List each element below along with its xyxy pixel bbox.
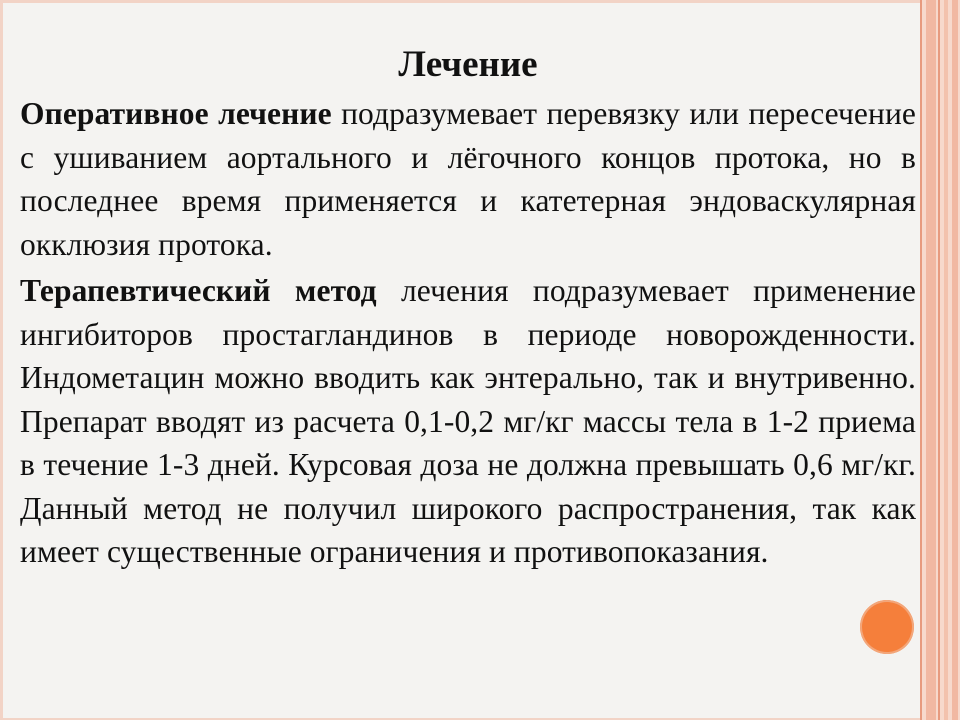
stripe-line <box>952 0 958 720</box>
paragraph-body: подразумевает перевязку или пересечение с ушиванием аортального и лёгочного концов протока, но в последнее время применяется и катетерная эндоваскулярная окклюзия протока. <box>20 96 916 262</box>
decorative-orange-circle <box>860 600 914 654</box>
stripe-line <box>926 0 936 720</box>
paragraph-lead-bold: Терапевтический метод <box>20 273 377 308</box>
slide-title: Лечение <box>398 44 538 85</box>
paragraph-lead-bold: Оперативное лечение <box>20 96 332 131</box>
stripe-line <box>920 0 922 720</box>
stripe-line <box>944 0 948 720</box>
paragraph-body: лечения подразумевает применение ингибиторов простагландинов в периоде новорожденности. Индометацин можно вводить как энтерально, так и внутривенно. Препарат вводят из расчета 0,1-0,2 мг/кг массы тела в 1-2 приема в течение 1-3 дней. Курсовая доза не должна превышать 0,6 мг/кг. Данный метод не получил широкого распространения, так как имеет существенные ограничения и противопоказания. <box>20 273 916 569</box>
paragraph-surgical-treatment <box>20 92 916 266</box>
paragraph-therapeutic-method <box>20 269 916 574</box>
decorative-side-stripes <box>920 0 960 720</box>
stripe-line <box>938 0 940 720</box>
slide-content <box>20 40 916 574</box>
